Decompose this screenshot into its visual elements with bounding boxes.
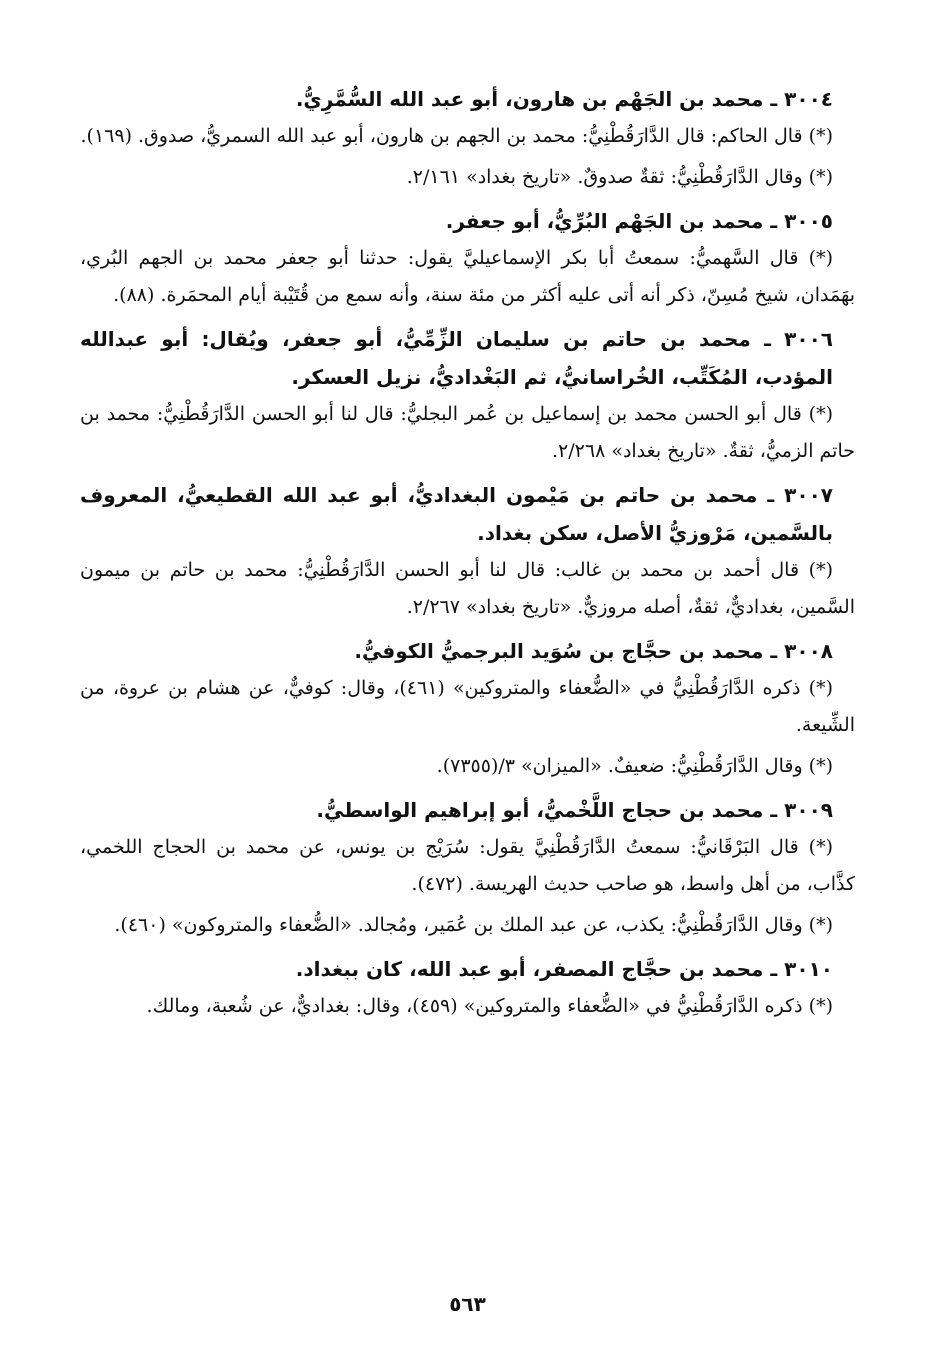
- entry-paragraph: (*) قال السَّهميُّ: سمعتُ أبا بكر الإسماعيليَّ يقول: حدثنا أبو جعفر محمد بن الجهم البُري، بهَمَدان، شيخ مُسِنّ، ذكر أنه أتى عليه أكثر من مئة سنة، وأنه سمع من قُتَيْبة أيام المحمَرة. (٨٨).: [80, 247, 855, 306]
- entry-paragraph: (*) قال أحمد بن محمد بن غالب: قال لنا أبو الحسن الدَّارَقُطْنِيُّ: محمد بن حاتم بن ميمون السَّمين، بغداديٌّ، ثقةٌ، أصله مروزيٌّ. «تاريخ بغداد» ٢/٢٦٧.: [80, 559, 855, 618]
- entry-paragraph: (*) قال الحاكم: قال الدَّارَقُطْنِيُّ: محمد بن الجهم بن هارون، أبو عبد الله السمريُّ، صدوق. (١٦٩).: [80, 125, 833, 147]
- entry-paragraph: (*) وقال الدَّارَقُطْنِيُّ: ثقةٌ صدوقٌ. «تاريخ بغداد» ٢/١٦١.: [406, 166, 833, 188]
- entry-heading: ٣٠٠٤ ـ محمد بن الجَهْم بن هارون، أبو عبد الله السُّمَّرِيُّ.: [295, 87, 833, 111]
- page-number: ٥٦٣: [449, 1292, 486, 1316]
- entry-3008: [80, 632, 855, 785]
- entry-heading: ٣٠٠٨ ـ محمد بن حجَّاج بن سُوَيد البرجميُّ الكوفيُّ.: [354, 639, 833, 663]
- entry-heading: ٣٠١٠ ـ محمد بن حجَّاج المصفر، أبو عبد الله، كان ببغداد.: [295, 957, 833, 981]
- page-body: [80, 80, 855, 1031]
- entry-3010: [80, 950, 855, 1025]
- entry-paragraph: (*) ذكره الدَّارَقُطْنِيُّ في «الضُّعفاء والمتروكين» (٤٦١)، وقال: كوفيٌّ، عن هشام بن عروة، من الشِّيعة.: [80, 677, 855, 736]
- entry-3005: [80, 202, 855, 314]
- entry-paragraph: (*) قال البَرْقَانيُّ: سمعتُ الدَّارَقُطْنِيَّ يقول: سُرَيْج بن يونس، عن محمد بن الحجاج اللخمي، كذَّاب، من أهل واسط، هو صاحب حديث الهريسة. (٤٧٢).: [80, 836, 855, 895]
- entry-paragraph: (*) قال أبو الحسن محمد بن إسماعيل بن عُمر البجليُّ: قال لنا أبو الحسن الدَّارَقُطْنِيُّ: محمد بن حاتم الزميُّ، ثقةٌ. «تاريخ بغداد» ٢/٢٦٨.: [80, 403, 855, 462]
- entry-paragraph: (*) وقال الدَّارَقُطْنِيُّ: يكذب، عن عبد الملك بن عُمَير، ومُجالد. «الضُّعفاء والمتروكون» (٤٦٠).: [114, 914, 833, 936]
- entry-3006: [80, 320, 855, 470]
- entry-heading: ٣٠٠٦ ـ محمد بن حاتم بن سليمان الزِّمِّيُّ، أبو جعفر، ويُقال: أبو عبدالله المؤدب، المُكَتِّب، الخُراسانيُّ، ثم البَغْداديُّ، نزيل العسكر.: [80, 327, 833, 389]
- entry-3009: [80, 791, 855, 944]
- entry-paragraph: (*) وقال الدَّارَقُطْنِيُّ: ضعيفٌ. «الميزان» ٣/(٧٣٥٥).: [436, 755, 833, 777]
- entry-heading: ٣٠٠٩ ـ محمد بن حجاج اللَّخْميُّ، أبو إبراهيم الواسطيُّ.: [316, 798, 833, 822]
- entry-paragraph: (*) ذكره الدَّارَقُطْنِيُّ في «الضُّعفاء والمتروكين» (٤٥٩)، وقال: بغداديٌّ، عن شُعبة، ومالك.: [146, 995, 833, 1017]
- entry-3007: [80, 476, 855, 626]
- entry-3004: [80, 80, 855, 196]
- entry-heading: ٣٠٠٥ ـ محمد بن الجَهْم البُرِّيُّ، أبو جعفر.: [445, 209, 833, 233]
- entry-heading: ٣٠٠٧ ـ محمد بن حاتم بن مَيْمون البغداديُّ، أبو عبد الله القطيعيُّ، المعروف بالسَّمين، مَرْوزيُّ الأصل، سكن بغداد.: [80, 483, 833, 545]
